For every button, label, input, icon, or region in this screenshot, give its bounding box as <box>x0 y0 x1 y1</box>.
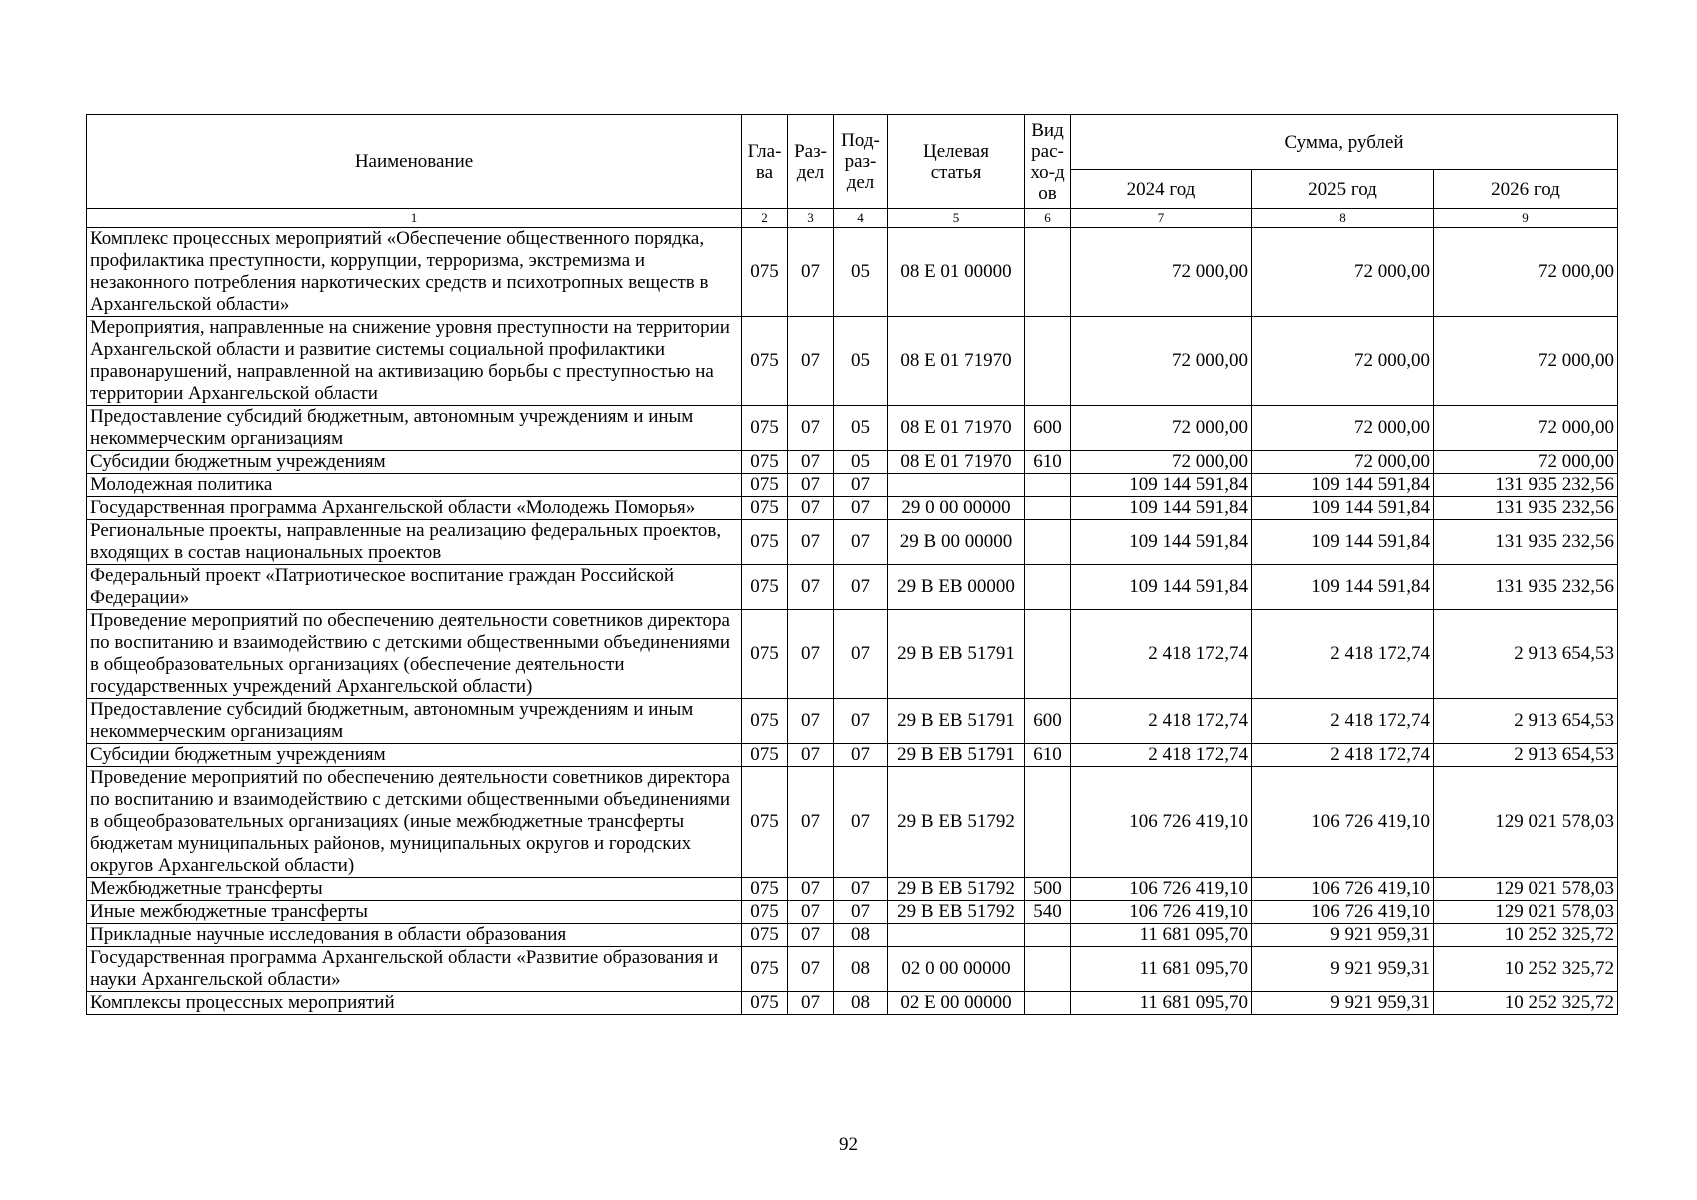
row-sum-2024: 72 000,00 <box>1071 317 1252 406</box>
budget-table <box>86 114 1618 1015</box>
row-name: Прикладные научные исследования в области образования <box>87 924 742 947</box>
row-sum-2025: 109 144 591,84 <box>1252 520 1434 565</box>
row-podrazdel: 07 <box>834 497 888 520</box>
row-target-article: 29 В ЕВ 00000 <box>888 565 1025 610</box>
row-target-article: 08 Е 01 71970 <box>888 317 1025 406</box>
row-name: Комплексы процессных мероприятий <box>87 992 742 1015</box>
column-number: 2 <box>742 209 788 228</box>
row-target-article: 29 В ЕВ 51792 <box>888 767 1025 878</box>
header-glava <box>742 115 788 209</box>
row-name: Предоставление субсидий бюджетным, автономным учреждениям и иным некоммерческим организациям <box>87 699 742 744</box>
header-target <box>888 115 1025 209</box>
table-row <box>87 228 1618 317</box>
row-sum-2026: 131 935 232,56 <box>1434 520 1618 565</box>
row-sum-2025: 109 144 591,84 <box>1252 565 1434 610</box>
row-podrazdel: 07 <box>834 878 888 901</box>
row-expense-type <box>1025 767 1071 878</box>
row-expense-type <box>1025 924 1071 947</box>
row-name: Проведение мероприятий по обеспечению деятельности советников директора по воспитанию и взаимодействию с детскими общественными объединениями в общеобразовательных организациях (обеспечение деятельности государственных учреждений Архангельской области) <box>87 610 742 699</box>
column-number-row <box>87 209 1618 228</box>
table-body <box>87 228 1618 1015</box>
row-glava: 075 <box>742 699 788 744</box>
column-number: 1 <box>87 209 742 228</box>
row-expense-type <box>1025 565 1071 610</box>
row-sum-2024: 109 144 591,84 <box>1071 497 1252 520</box>
row-target-article: 29 В ЕВ 51792 <box>888 878 1025 901</box>
header-name: Наименование <box>87 115 742 209</box>
table-row <box>87 317 1618 406</box>
row-glava: 075 <box>742 947 788 992</box>
row-sum-2026: 72 000,00 <box>1434 451 1618 474</box>
row-sum-2026: 10 252 325,72 <box>1434 992 1618 1015</box>
row-sum-2024: 11 681 095,70 <box>1071 947 1252 992</box>
row-expense-type <box>1025 497 1071 520</box>
row-sum-2026: 10 252 325,72 <box>1434 924 1618 947</box>
row-expense-type <box>1025 228 1071 317</box>
row-razdel: 07 <box>788 228 834 317</box>
row-razdel: 07 <box>788 878 834 901</box>
row-razdel: 07 <box>788 744 834 767</box>
row-podrazdel: 08 <box>834 924 888 947</box>
column-number: 7 <box>1071 209 1252 228</box>
table-row <box>87 610 1618 699</box>
row-sum-2026: 131 935 232,56 <box>1434 497 1618 520</box>
row-podrazdel: 07 <box>834 699 888 744</box>
header-year-2025: 2025 год <box>1252 170 1434 209</box>
row-podrazdel: 08 <box>834 992 888 1015</box>
row-sum-2025: 2 418 172,74 <box>1252 699 1434 744</box>
row-sum-2026: 72 000,00 <box>1434 406 1618 451</box>
row-sum-2025: 2 418 172,74 <box>1252 610 1434 699</box>
table-row <box>87 497 1618 520</box>
row-sum-2026: 2 913 654,53 <box>1434 744 1618 767</box>
table-row <box>87 406 1618 451</box>
row-sum-2024: 72 000,00 <box>1071 406 1252 451</box>
row-sum-2026: 72 000,00 <box>1434 228 1618 317</box>
table-row <box>87 699 1618 744</box>
row-name: Федеральный проект «Патриотическое воспитание граждан Российской Федерации» <box>87 565 742 610</box>
row-podrazdel: 07 <box>834 565 888 610</box>
column-number: 8 <box>1252 209 1434 228</box>
table-row <box>87 744 1618 767</box>
row-glava: 075 <box>742 924 788 947</box>
row-sum-2024: 11 681 095,70 <box>1071 992 1252 1015</box>
row-expense-type: 600 <box>1025 406 1071 451</box>
row-sum-2024: 11 681 095,70 <box>1071 924 1252 947</box>
header-sum: Сумма, рублей <box>1071 115 1618 170</box>
row-target-article: 29 В ЕВ 51791 <box>888 610 1025 699</box>
table-row <box>87 520 1618 565</box>
row-name: Предоставление субсидий бюджетным, автономным учреждениям и иным некоммерческим организациям <box>87 406 742 451</box>
column-number: 3 <box>788 209 834 228</box>
row-name: Межбюджетные трансферты <box>87 878 742 901</box>
row-podrazdel: 07 <box>834 474 888 497</box>
row-sum-2025: 72 000,00 <box>1252 228 1434 317</box>
row-glava: 075 <box>742 744 788 767</box>
row-name: Проведение мероприятий по обеспечению деятельности советников директора по воспитанию и взаимодействию с детскими общественными объединениями в общеобразовательных организациях (иные межбюджетные трансферты бюджетам муниципальных районов, муниципальных округов и городских округов Архангельской области) <box>87 767 742 878</box>
table-row <box>87 767 1618 878</box>
row-glava: 075 <box>742 406 788 451</box>
row-glava: 075 <box>742 497 788 520</box>
row-expense-type: 600 <box>1025 699 1071 744</box>
row-expense-type <box>1025 610 1071 699</box>
row-razdel: 07 <box>788 497 834 520</box>
header-year-2026: 2026 год <box>1434 170 1618 209</box>
row-glava: 075 <box>742 317 788 406</box>
row-glava: 075 <box>742 610 788 699</box>
row-podrazdel: 05 <box>834 228 888 317</box>
row-razdel: 07 <box>788 610 834 699</box>
row-sum-2025: 109 144 591,84 <box>1252 474 1434 497</box>
row-sum-2025: 72 000,00 <box>1252 451 1434 474</box>
row-razdel: 07 <box>788 565 834 610</box>
row-expense-type: 610 <box>1025 744 1071 767</box>
row-sum-2024: 106 726 419,10 <box>1071 878 1252 901</box>
header-glava-label: Гла-ва <box>747 140 782 183</box>
row-sum-2026: 131 935 232,56 <box>1434 474 1618 497</box>
row-sum-2025: 9 921 959,31 <box>1252 924 1434 947</box>
row-glava: 075 <box>742 992 788 1015</box>
row-podrazdel: 05 <box>834 406 888 451</box>
row-sum-2025: 106 726 419,10 <box>1252 767 1434 878</box>
row-target-article <box>888 924 1025 947</box>
row-sum-2026: 2 913 654,53 <box>1434 610 1618 699</box>
row-sum-2024: 72 000,00 <box>1071 228 1252 317</box>
row-sum-2025: 9 921 959,31 <box>1252 992 1434 1015</box>
table-row <box>87 565 1618 610</box>
header-vid-label: Вид рас-хо-дов <box>1030 119 1065 204</box>
row-sum-2024: 72 000,00 <box>1071 451 1252 474</box>
row-razdel: 07 <box>788 699 834 744</box>
row-target-article: 02 0 00 00000 <box>888 947 1025 992</box>
row-name: Молодежная политика <box>87 474 742 497</box>
row-expense-type <box>1025 947 1071 992</box>
row-sum-2026: 129 021 578,03 <box>1434 878 1618 901</box>
row-podrazdel: 07 <box>834 520 888 565</box>
row-sum-2025: 72 000,00 <box>1252 317 1434 406</box>
table-row <box>87 901 1618 924</box>
row-name: Государственная программа Архангельской области «Развитие образования и науки Архангельской области» <box>87 947 742 992</box>
row-sum-2026: 131 935 232,56 <box>1434 565 1618 610</box>
row-name: Иные межбюджетные трансферты <box>87 901 742 924</box>
row-podrazdel: 05 <box>834 451 888 474</box>
row-glava: 075 <box>742 520 788 565</box>
row-target-article: 29 В ЕВ 51791 <box>888 744 1025 767</box>
row-name: Региональные проекты, направленные на реализацию федеральных проектов, входящих в состав национальных проектов <box>87 520 742 565</box>
row-sum-2024: 2 418 172,74 <box>1071 744 1252 767</box>
row-glava: 075 <box>742 878 788 901</box>
column-number: 6 <box>1025 209 1071 228</box>
row-sum-2026: 2 913 654,53 <box>1434 699 1618 744</box>
row-sum-2025: 9 921 959,31 <box>1252 947 1434 992</box>
row-target-article: 29 0 00 00000 <box>888 497 1025 520</box>
column-number: 5 <box>888 209 1025 228</box>
row-sum-2024: 109 144 591,84 <box>1071 565 1252 610</box>
header-razdel <box>788 115 834 209</box>
row-sum-2024: 109 144 591,84 <box>1071 520 1252 565</box>
row-sum-2024: 109 144 591,84 <box>1071 474 1252 497</box>
row-glava: 075 <box>742 565 788 610</box>
row-podrazdel: 07 <box>834 901 888 924</box>
column-number: 9 <box>1434 209 1618 228</box>
header-year-2024: 2024 год <box>1071 170 1252 209</box>
row-glava: 075 <box>742 228 788 317</box>
row-razdel: 07 <box>788 474 834 497</box>
row-expense-type <box>1025 520 1071 565</box>
header-target-label: Целевая статья <box>923 140 989 183</box>
row-target-article: 29 В ЕВ 51792 <box>888 901 1025 924</box>
row-target-article: 08 Е 01 71970 <box>888 451 1025 474</box>
row-sum-2024: 106 726 419,10 <box>1071 901 1252 924</box>
row-name: Государственная программа Архангельской области «Молодежь Поморья» <box>87 497 742 520</box>
row-podrazdel: 08 <box>834 947 888 992</box>
row-name: Комплекс процессных мероприятий «Обеспечение общественного порядка, профилактика преступности, коррупции, терроризма, экстремизма и незаконного потребления наркотических средств и психотропных веществ в Архангельской области» <box>87 228 742 317</box>
row-name: Субсидии бюджетным учреждениям <box>87 744 742 767</box>
row-target-article <box>888 474 1025 497</box>
table-row <box>87 947 1618 992</box>
row-sum-2025: 72 000,00 <box>1252 406 1434 451</box>
table-row <box>87 992 1618 1015</box>
row-razdel: 07 <box>788 406 834 451</box>
table-header <box>87 115 1618 228</box>
row-sum-2025: 106 726 419,10 <box>1252 878 1434 901</box>
row-sum-2024: 2 418 172,74 <box>1071 610 1252 699</box>
table-row <box>87 451 1618 474</box>
table-row <box>87 878 1618 901</box>
row-razdel: 07 <box>788 451 834 474</box>
row-expense-type: 610 <box>1025 451 1071 474</box>
row-glava: 075 <box>742 901 788 924</box>
row-sum-2025: 106 726 419,10 <box>1252 901 1434 924</box>
row-razdel: 07 <box>788 317 834 406</box>
row-target-article: 29 В 00 00000 <box>888 520 1025 565</box>
row-podrazdel: 07 <box>834 610 888 699</box>
row-razdel: 07 <box>788 767 834 878</box>
table-row <box>87 924 1618 947</box>
row-sum-2026: 129 021 578,03 <box>1434 767 1618 878</box>
row-target-article: 02 Е 00 00000 <box>888 992 1025 1015</box>
row-glava: 075 <box>742 451 788 474</box>
row-target-article: 08 Е 01 71970 <box>888 406 1025 451</box>
row-name: Субсидии бюджетным учреждениям <box>87 451 742 474</box>
row-razdel: 07 <box>788 992 834 1015</box>
row-razdel: 07 <box>788 947 834 992</box>
row-podrazdel: 07 <box>834 767 888 878</box>
row-expense-type <box>1025 317 1071 406</box>
header-podrazdel-label: Под-раз-дел <box>841 130 880 193</box>
row-target-article: 08 Е 01 00000 <box>888 228 1025 317</box>
row-sum-2024: 106 726 419,10 <box>1071 767 1252 878</box>
table-row <box>87 474 1618 497</box>
row-sum-2026: 72 000,00 <box>1434 317 1618 406</box>
row-sum-2026: 129 021 578,03 <box>1434 901 1618 924</box>
row-expense-type <box>1025 474 1071 497</box>
row-sum-2026: 10 252 325,72 <box>1434 947 1618 992</box>
row-podrazdel: 07 <box>834 744 888 767</box>
row-sum-2024: 2 418 172,74 <box>1071 699 1252 744</box>
header-podrazdel <box>834 115 888 209</box>
row-sum-2025: 2 418 172,74 <box>1252 744 1434 767</box>
row-name: Мероприятия, направленные на снижение уровня преступности на территории Архангельской области и развитие системы социальной профилактики правонарушений, направленной на активизацию борьбы с преступностью на территории Архангельской области <box>87 317 742 406</box>
row-podrazdel: 05 <box>834 317 888 406</box>
column-number: 4 <box>834 209 888 228</box>
row-expense-type <box>1025 992 1071 1015</box>
header-vid <box>1025 115 1071 209</box>
page-number: 92 <box>839 1134 858 1155</box>
row-expense-type: 540 <box>1025 901 1071 924</box>
row-glava: 075 <box>742 474 788 497</box>
row-target-article: 29 В ЕВ 51791 <box>888 699 1025 744</box>
row-razdel: 07 <box>788 520 834 565</box>
row-razdel: 07 <box>788 924 834 947</box>
header-razdel-label: Раз-дел <box>794 140 827 183</box>
row-sum-2025: 109 144 591,84 <box>1252 497 1434 520</box>
row-glava: 075 <box>742 767 788 878</box>
row-expense-type: 500 <box>1025 878 1071 901</box>
row-razdel: 07 <box>788 901 834 924</box>
